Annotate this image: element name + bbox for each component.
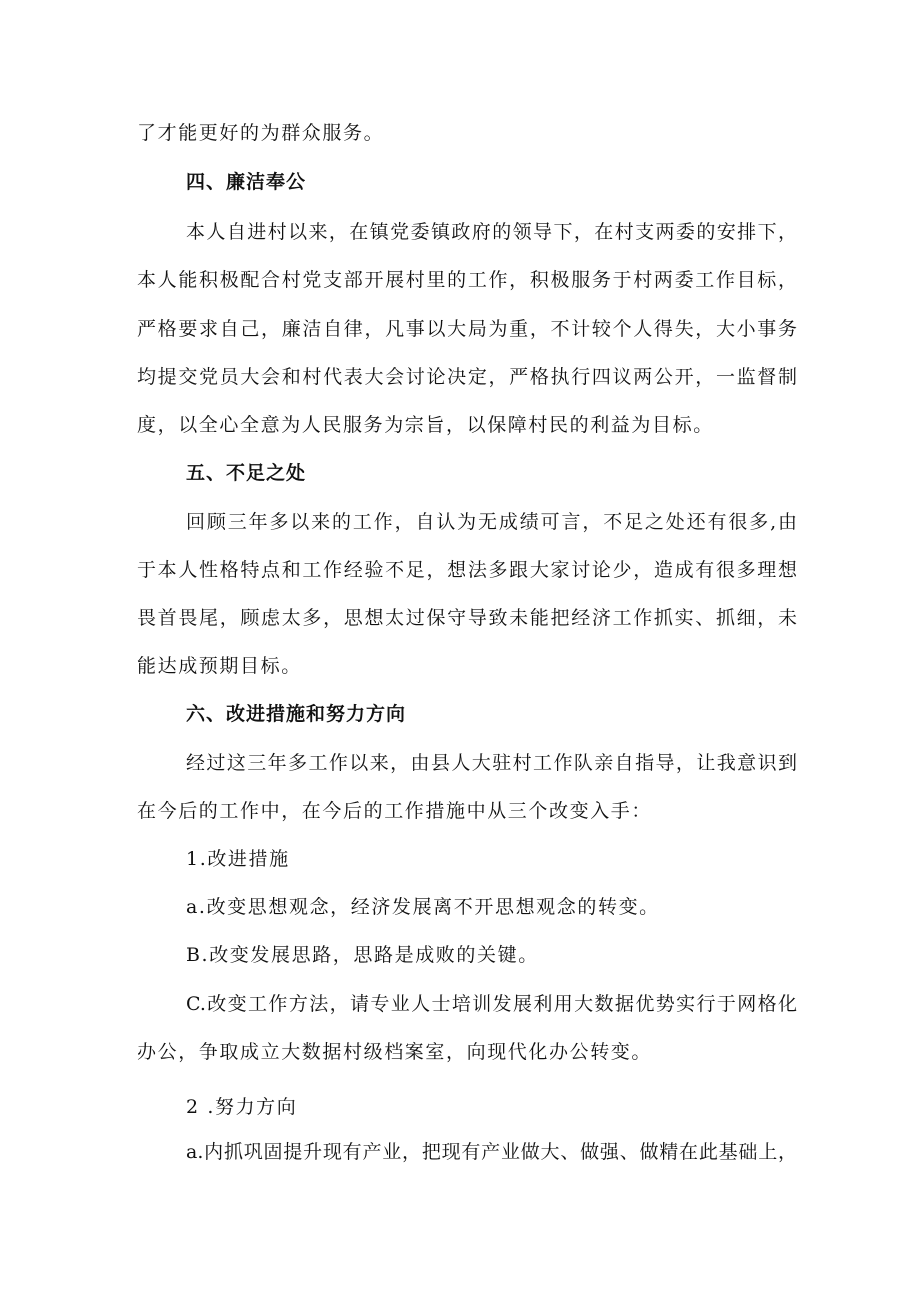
paragraph-line: 办公，争取成立大数据村级档案室，向现代化办公转变。 [137, 1041, 653, 1063]
paragraph-line: 了才能更好的为群众服务。 [137, 122, 385, 144]
paragraph-line: 度，以全心全意为人民服务为宗旨，以保障村民的利益为目标。 [137, 414, 714, 436]
subheading-measures: 1.改进措施 [186, 848, 290, 870]
paragraph-line: 本人自进村以来，在镇党委镇政府的领导下，在村支两委的安排下， [186, 221, 797, 243]
list-item: C.改变工作方法，请专业人士培训发展利用大数据优势实行于网格化 [186, 993, 797, 1015]
section-heading-integrity: 四、廉洁奉公 [186, 171, 307, 193]
paragraph-line: 严格要求自己，廉洁自律，凡事以大局为重，不计较个人得失，大小事务 [137, 318, 797, 340]
paragraph-line: 经过这三年多工作以来，由县人大驻村工作队亲自指导，让我意识到 [186, 752, 797, 774]
list-item: B.改变发展思路，思路是成败的关键。 [186, 944, 539, 966]
paragraph-line: 能达成预期目标。 [137, 655, 302, 677]
subheading-direction: 2 .努力方向 [186, 1096, 298, 1118]
paragraph-line: 在今后的工作中，在今后的工作措施中从三个改变入手： [137, 800, 653, 822]
paragraph-line: 于本人性格特点和工作经验不足，想法多跟大家讨论少，造成有很多理想 [137, 559, 797, 581]
paragraph-line: 本人能积极配合村党支部开展村里的工作，积极服务于村两委工作目标， [137, 269, 797, 291]
paragraph-line: 回顾三年多以来的工作，自认为无成绩可言，不足之处还有很多,由 [186, 511, 797, 533]
list-item: a.内抓巩固提升现有产业，把现有产业做大、做强、做精在此基础上， [186, 1141, 797, 1163]
paragraph-line: 均提交党员大会和村代表大会讨论决定，严格执行四议两公开，一监督制 [137, 366, 797, 388]
list-item: a.改变思想观念，经济发展离不开思想观念的转变。 [186, 896, 660, 918]
section-heading-shortcomings: 五、不足之处 [186, 462, 307, 484]
section-heading-improvements: 六、改进措施和努力方向 [186, 703, 407, 725]
paragraph-line: 畏首畏尾，顾虑太多，思想太过保守导致未能把经济工作抓实、抓细，未 [137, 607, 797, 629]
